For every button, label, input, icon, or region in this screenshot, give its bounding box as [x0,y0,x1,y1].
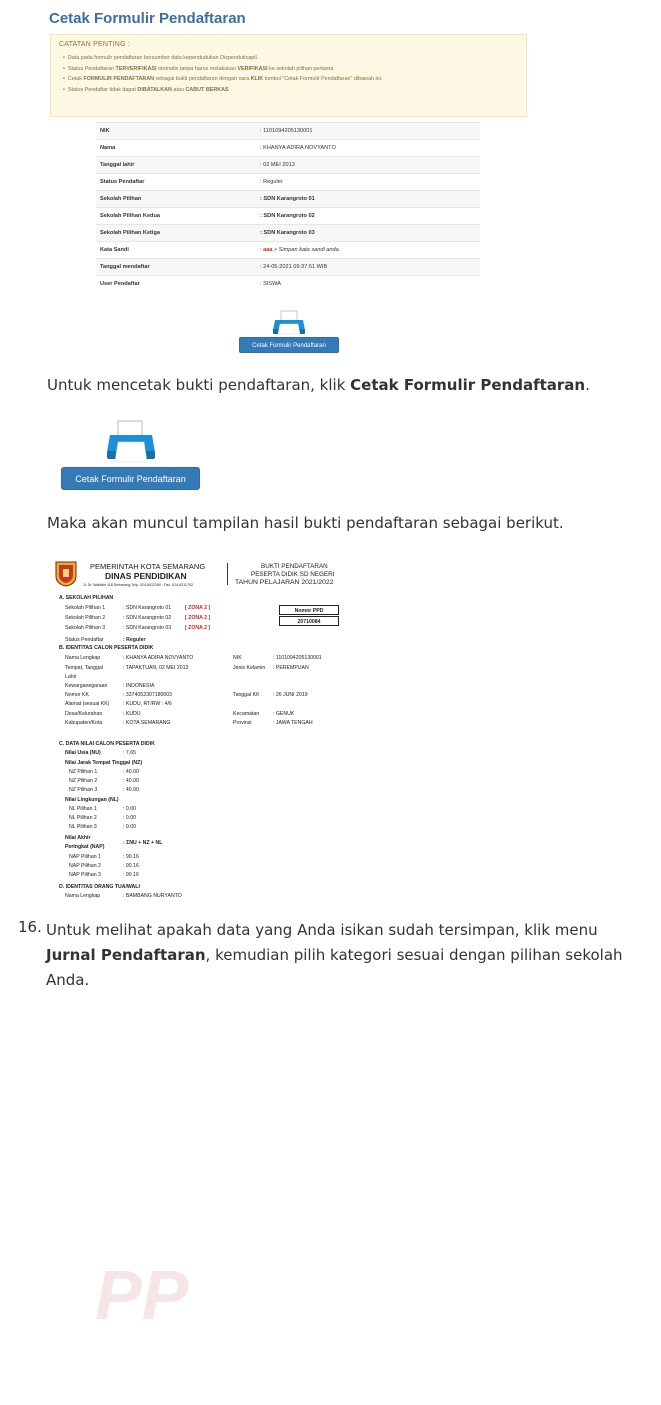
row-value [256,259,480,276]
table-row [96,157,480,174]
choice-label: Sekolah Pilihan 3 [65,625,106,631]
identity-label: Nama Lengkap [65,655,101,661]
nap-title-2: Peringkat (NAP) [65,844,105,850]
note-item [63,53,382,64]
nap-value: : 90.16 [123,872,139,878]
table-row [96,242,480,259]
choice-zone: [ ZONA 2 ] [185,605,211,611]
nl-label: NL Pilihan 2 [69,815,97,821]
value-text: : 02 MEI 2013 [260,162,295,168]
note-text: Status Pendaftar tidak dapat [67,86,138,93]
section-b: B. IDENTITAS CALON PESERTA DIDIK [59,645,154,651]
nl-label: NL Pilihan 1 [69,806,97,812]
choice-label: Sekolah Pilihan 2 [65,615,106,621]
row-label: Kata Sandi [96,242,256,259]
ppd-label: Nomor PPD [279,605,339,615]
doc-title-2: PESERTA DIDIK SD NEGERI [251,571,335,578]
district-value: : GENUK [273,711,295,717]
identity-label: Kewarganegaraan [65,683,108,689]
kk-date-label: Tanggal KK [233,692,260,698]
row-value [256,191,480,208]
table-row [96,259,480,276]
row-value [256,157,480,174]
status-value: : Reguler [123,637,146,643]
nz-title: Nilai Jarak Tempat Tinggal (NZ) [65,760,143,766]
province-label: Provinsi [233,720,252,726]
note-text: sebagai bukti pendaftaran dengan cara [154,76,251,82]
value-text: : Reguler [260,179,283,185]
province-value: : JAWA TENGAH [273,720,313,726]
nap-formula: : ΣNU + NZ + NL [123,840,163,846]
choice-value: : SDN Karangroto 02 [123,615,172,621]
note-emphasis: TERVERIFIKASI [115,65,157,72]
nik-label: NIK [233,655,242,661]
nz-value: : 40.00 [123,778,139,784]
table-row [96,174,480,191]
note-emphasis: DIBATALKAN [137,86,172,93]
section-a: A. SEKOLAH PILIHAN [59,595,114,601]
note-emphasis: FORMULIR PENDAFTARAN [83,76,155,82]
nl-label: NL Pilihan 3 [69,824,97,830]
choice-label: Sekolah Pilihan 1 [65,605,106,611]
row-value [256,225,480,242]
doc-title-3: TAHUN PELAJARAN 2021/2022 [235,579,334,586]
password-prefix: : [260,247,264,253]
section-d: D. IDENTITAS ORANG TUA/WALI [59,884,140,890]
ppd-number: 20710084 [279,616,339,626]
row-value [256,208,480,225]
row-label: Sekolah Pilihan Ketiga [96,225,256,242]
identity-label: Alamat (sesuai KK) [65,701,110,707]
note-item [63,64,382,75]
note-title: CATATAN PENTING : [59,41,130,48]
step-text-pre: Untuk melihat apakah data yang Anda isikan sudah tersimpan, klik menu [46,921,598,939]
identity-label: Nomor KK [65,692,89,698]
value-text: : SDN Karangroto 01 [260,196,315,202]
note-text: Status Pendaftaran [67,65,116,72]
paragraph-print-instruction [47,376,590,394]
kk-date-value: : 26 JUNI 2019 [273,692,308,698]
note-text: atau [171,86,186,93]
step-number: 16. [18,918,42,936]
identity-value: : KHANYA ADIRA NOVYANTO [123,655,194,661]
value-text: : 24-05-2021 09:37:51 WIB [260,264,328,270]
para1-text: Untuk mencetak bukti pendaftaran, klik [47,376,351,394]
nu-label: Nilai Usia (NU) [65,750,101,756]
row-label: Status Pendaftar [96,174,256,191]
choice-zone: [ ZONA 2 ] [185,625,211,631]
parent-name-label: Nama Lengkap [65,893,101,899]
header-divider [227,563,228,585]
row-label: Tanggal mendaftar [96,259,256,276]
password-hint: » Simpan kata sandi anda. [272,247,341,253]
important-note-box [50,34,527,117]
note-text: ke sekolah pilihan pertama [267,65,334,72]
nz-label: NZ Pilihan 1 [69,769,98,775]
identity-value: : KUDU [123,711,141,717]
identity-value: : TAPAKTUAN, 02 MEI 2013 [123,665,189,671]
row-label: User Pendaftar [96,276,256,293]
step-text [46,918,631,993]
printer-icon [272,310,306,336]
identity-label: Desa/Kelurahan [65,711,103,717]
note-emphasis: KLIK [250,76,264,82]
nz-label: NZ Pilihan 3 [69,787,98,793]
section-c: C. DATA NILAI CALON PESERTA DIDIK [59,741,155,747]
para1-bold: Cetak Formulir Pendaftaran [350,376,586,394]
row-value [256,174,480,191]
note-text: Cetak [67,76,84,82]
note-emphasis: CABUT BERKAS [185,86,229,93]
paragraph-result: Maka akan muncul tampilan hasil bukti pendaftaran sebagai berikut. [47,514,564,532]
row-value [256,123,480,140]
value-text: : KHANYA ADIRA NOVYANTO [260,145,336,151]
page-title: Cetak Formulir Pendaftaran [49,10,246,27]
row-label: Tanggal lahir [96,157,256,174]
row-value [256,276,480,293]
note-list [57,53,382,95]
watermark-logo: PP [95,1256,189,1334]
org-address: Jl. Dr. Wahidin 118 Semarang Telp. 024-8412180 ; Fax. 024-8311792 [83,583,193,587]
value-text: : SDN Karangroto 02 [260,213,315,219]
nap-label: NAP Pilihan 3 [69,872,101,878]
gender-label: Jenis Kelamin [233,665,266,671]
choice-value: : SDN Karangroto 03 [123,625,172,631]
identity-value: : INDONESIA [123,683,155,689]
nap-label: NAP Pilihan 1 [69,854,101,860]
doc-title-1: BUKTI PENDAFTARAN [261,563,328,570]
gender-value: : PEREMPUAN [273,665,309,671]
nl-title: Nilai Lingkungan (NL) [65,797,119,803]
value-text: : SISWA [260,281,281,287]
district-label: Kecamatan [233,711,260,717]
table-row [96,225,480,242]
identity-label: Tempat, Tanggal [65,665,103,671]
nap-value: : 90.16 [123,854,139,860]
password-value [260,247,340,253]
city-crest-icon [55,561,77,587]
row-label: Sekolah Pilihan Kedua [96,208,256,225]
note-item [63,74,382,85]
table-row [96,208,480,225]
choice-zone: [ ZONA 2 ] [185,615,211,621]
registration-info-table [96,122,480,292]
org-name: PEMERINTAH KOTA SEMARANG [90,562,206,571]
org-department: DINAS PENDIDIKAN [105,571,187,581]
nl-value: : 0.00 [123,815,136,821]
nl-value: : 0.00 [123,824,136,830]
printer-icon [106,420,156,464]
nz-label: NZ Pilihan 2 [69,778,98,784]
nl-value: : 0.00 [123,806,136,812]
para1-end: . [585,376,590,394]
nz-value: : 40.00 [123,769,139,775]
step-text-post: , kemudian pilih kategori sesuai dengan pilihan sekolah Anda. [46,946,623,989]
nap-label: NAP Pilihan 2 [69,863,101,869]
parent-name-value: : BAMBANG NURYANTO [123,893,182,899]
table-row [96,191,480,208]
note-item [63,85,382,96]
nu-value: : 7,65 [123,750,136,756]
note-text: tombol "Cetak Formulir Pendaftaran" dibawah ini. [263,76,383,82]
print-form-button[interactable]: Cetak Formulir Pendaftaran [61,467,200,490]
identity-value: : KUDU, RT/RW : 4/6 [123,701,172,707]
identity-label: Lahir [65,674,77,680]
row-value [256,242,480,259]
nik-value: : 1101094205130001 [273,655,322,661]
identity-value: : KOTA SEMARANG [123,720,171,726]
value-text: : 1101094205130001 [260,128,313,134]
choice-value: : SDN Karangroto 01 [123,605,172,611]
identity-value: : 3374052307180003 [123,692,173,698]
table-row [96,140,480,157]
note-emphasis: VERIFIKASI [237,65,268,72]
note-text: otomatis tanpa harus melakukan [156,65,238,72]
step-menu-name: Jurnal Pendaftaran [46,946,206,964]
row-label: Nama [96,140,256,157]
row-value [256,140,480,157]
identity-label: Kabupaten/Kota [65,720,103,726]
nap-value: : 90.16 [123,863,139,869]
password-text: aaa [263,247,273,253]
row-label: NIK [96,123,256,140]
value-text: : SDN Karangroto 03 [260,230,315,236]
nap-title-1: Nilai Akhir [65,835,91,841]
status-label: Status Pendaftar [65,637,104,643]
table-row [96,276,480,293]
row-label: Sekolah Pilihan [96,191,256,208]
note-text: Data pada formulir pendaftaran bersumber data kependudukan Dispendukcapil. [67,55,259,61]
print-form-button-small[interactable]: Cetak Formulir Pendaftaran [239,337,339,353]
table-row [96,123,480,140]
nz-value: : 40.00 [123,787,139,793]
